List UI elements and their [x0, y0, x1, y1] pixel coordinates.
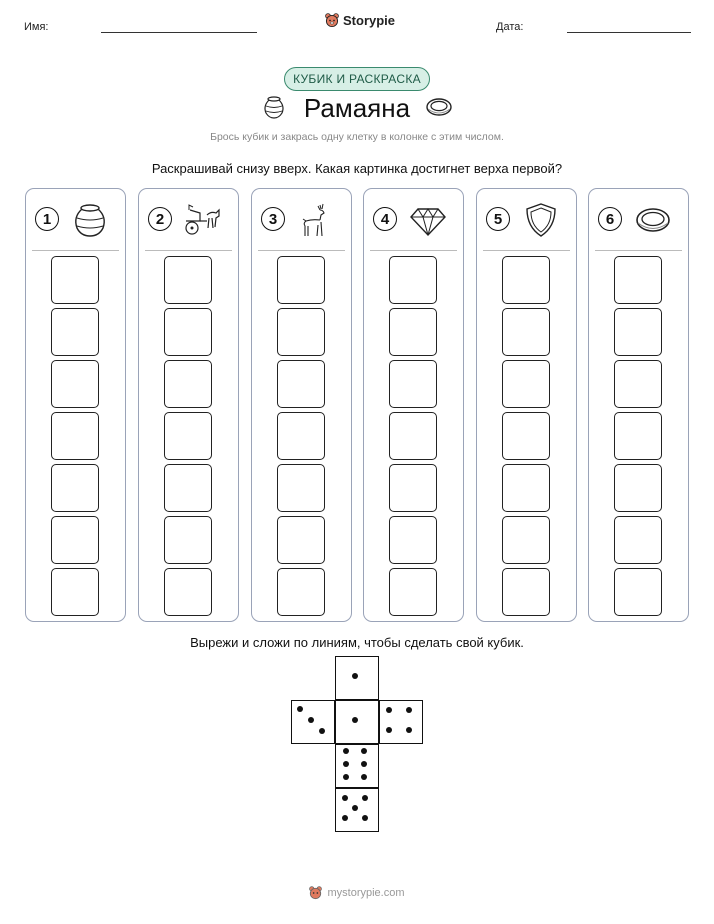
column-1: [25, 188, 126, 622]
logo-text: Storypie: [343, 13, 396, 28]
ring-title-icon: [425, 96, 453, 118]
column-number: 1: [35, 207, 59, 231]
color-cell[interactable]: [277, 568, 325, 616]
page-title: Рамаяна: [303, 93, 411, 123]
cut-instruction: Вырежи и сложи по линиям, чтобы сделать свой кубик.: [190, 635, 524, 650]
column-divider: [370, 250, 457, 251]
color-cell[interactable]: [277, 516, 325, 564]
column-number: 3: [261, 207, 285, 231]
color-cell[interactable]: [51, 516, 99, 564]
column-3: [251, 188, 352, 622]
date-field-line[interactable]: [567, 32, 691, 33]
column-number: 5: [486, 207, 510, 231]
dice-pip: [297, 706, 303, 712]
dice-pip: [406, 727, 412, 733]
dice-pip: [352, 805, 358, 811]
color-cell[interactable]: [51, 412, 99, 460]
color-cell[interactable]: [277, 464, 325, 512]
ring-icon: [633, 201, 673, 239]
footer: [0, 886, 714, 900]
dice-pip: [308, 717, 314, 723]
color-cell[interactable]: [614, 412, 662, 460]
color-cell[interactable]: [389, 412, 437, 460]
page-subtitle: Брось кубик и закрась одну клетку в колонке с этим числом.: [210, 131, 504, 143]
bear-logo-icon: [325, 13, 339, 28]
bear-footer-icon: [309, 886, 322, 900]
color-cell[interactable]: [502, 308, 550, 356]
color-cell[interactable]: [389, 360, 437, 408]
column-number: 2: [148, 207, 172, 231]
column-number: 4: [373, 207, 397, 231]
column-5: [476, 188, 577, 622]
column-6: [588, 188, 689, 622]
dice-pip: [343, 748, 349, 754]
color-cell[interactable]: [502, 568, 550, 616]
column-number: 6: [598, 207, 622, 231]
dice-pip: [361, 748, 367, 754]
dice-face-1: [335, 656, 379, 700]
color-cell[interactable]: [51, 256, 99, 304]
color-cell[interactable]: [164, 568, 212, 616]
dice-face-5: [335, 788, 379, 832]
dice-pip: [362, 815, 368, 821]
color-cell[interactable]: [502, 516, 550, 564]
dice-face-6: [335, 744, 379, 788]
dice-pip: [361, 761, 367, 767]
dice-pip: [343, 774, 349, 780]
column-2: [138, 188, 239, 622]
color-cell[interactable]: [389, 568, 437, 616]
color-cell[interactable]: [277, 360, 325, 408]
color-cell[interactable]: [502, 360, 550, 408]
shield-icon: [521, 201, 561, 239]
activity-badge: КУБИК И РАСКРАСКА: [284, 67, 430, 91]
dice-pip: [362, 795, 368, 801]
column-divider: [32, 250, 119, 251]
color-cell[interactable]: [51, 568, 99, 616]
color-cell[interactable]: [277, 412, 325, 460]
color-cell[interactable]: [164, 412, 212, 460]
color-cell[interactable]: [614, 256, 662, 304]
color-cell[interactable]: [277, 256, 325, 304]
instruction-text: Раскрашивай снизу вверх. Какая картинка достигнет верха первой?: [151, 161, 563, 176]
date-label: Дата:: [496, 21, 524, 33]
color-cell[interactable]: [51, 464, 99, 512]
name-label: Имя:: [24, 21, 49, 33]
column-divider: [258, 250, 345, 251]
storypie-logo: [325, 13, 395, 28]
color-cell[interactable]: [614, 516, 662, 564]
color-cell[interactable]: [614, 308, 662, 356]
deer-icon: [296, 201, 336, 239]
color-cell[interactable]: [164, 464, 212, 512]
chariot-icon: [183, 201, 223, 239]
color-cell[interactable]: [277, 308, 325, 356]
column-divider: [145, 250, 232, 251]
column-divider: [483, 250, 570, 251]
dice-pip: [352, 673, 358, 679]
color-cell[interactable]: [389, 516, 437, 564]
diamond-icon: [408, 201, 448, 239]
color-cell[interactable]: [614, 568, 662, 616]
color-cell[interactable]: [389, 464, 437, 512]
dice-face-1: [335, 700, 379, 744]
color-cell[interactable]: [502, 412, 550, 460]
dice-face-4: [379, 700, 423, 744]
color-cell[interactable]: [614, 360, 662, 408]
column-4: [363, 188, 464, 622]
color-cell[interactable]: [51, 360, 99, 408]
color-cell[interactable]: [389, 256, 437, 304]
color-cell[interactable]: [164, 256, 212, 304]
color-cell[interactable]: [502, 256, 550, 304]
color-cell[interactable]: [164, 516, 212, 564]
color-cell[interactable]: [614, 464, 662, 512]
dice-pip: [386, 727, 392, 733]
color-cell[interactable]: [51, 308, 99, 356]
pot-icon: [70, 201, 110, 239]
color-cell[interactable]: [389, 308, 437, 356]
dice-face-3: [291, 700, 335, 744]
dice-pip: [352, 717, 358, 723]
dice-pip: [406, 707, 412, 713]
column-divider: [595, 250, 682, 251]
dice-pip: [343, 761, 349, 767]
dice-pip: [342, 815, 348, 821]
name-field-line[interactable]: [101, 32, 257, 33]
dice-pip: [319, 728, 325, 734]
color-cell[interactable]: [164, 360, 212, 408]
color-cell[interactable]: [164, 308, 212, 356]
dice-pip: [342, 795, 348, 801]
dice-pip: [361, 774, 367, 780]
color-cell[interactable]: [502, 464, 550, 512]
footer-text: mystorypie.com: [327, 887, 405, 899]
dice-pip: [386, 707, 392, 713]
